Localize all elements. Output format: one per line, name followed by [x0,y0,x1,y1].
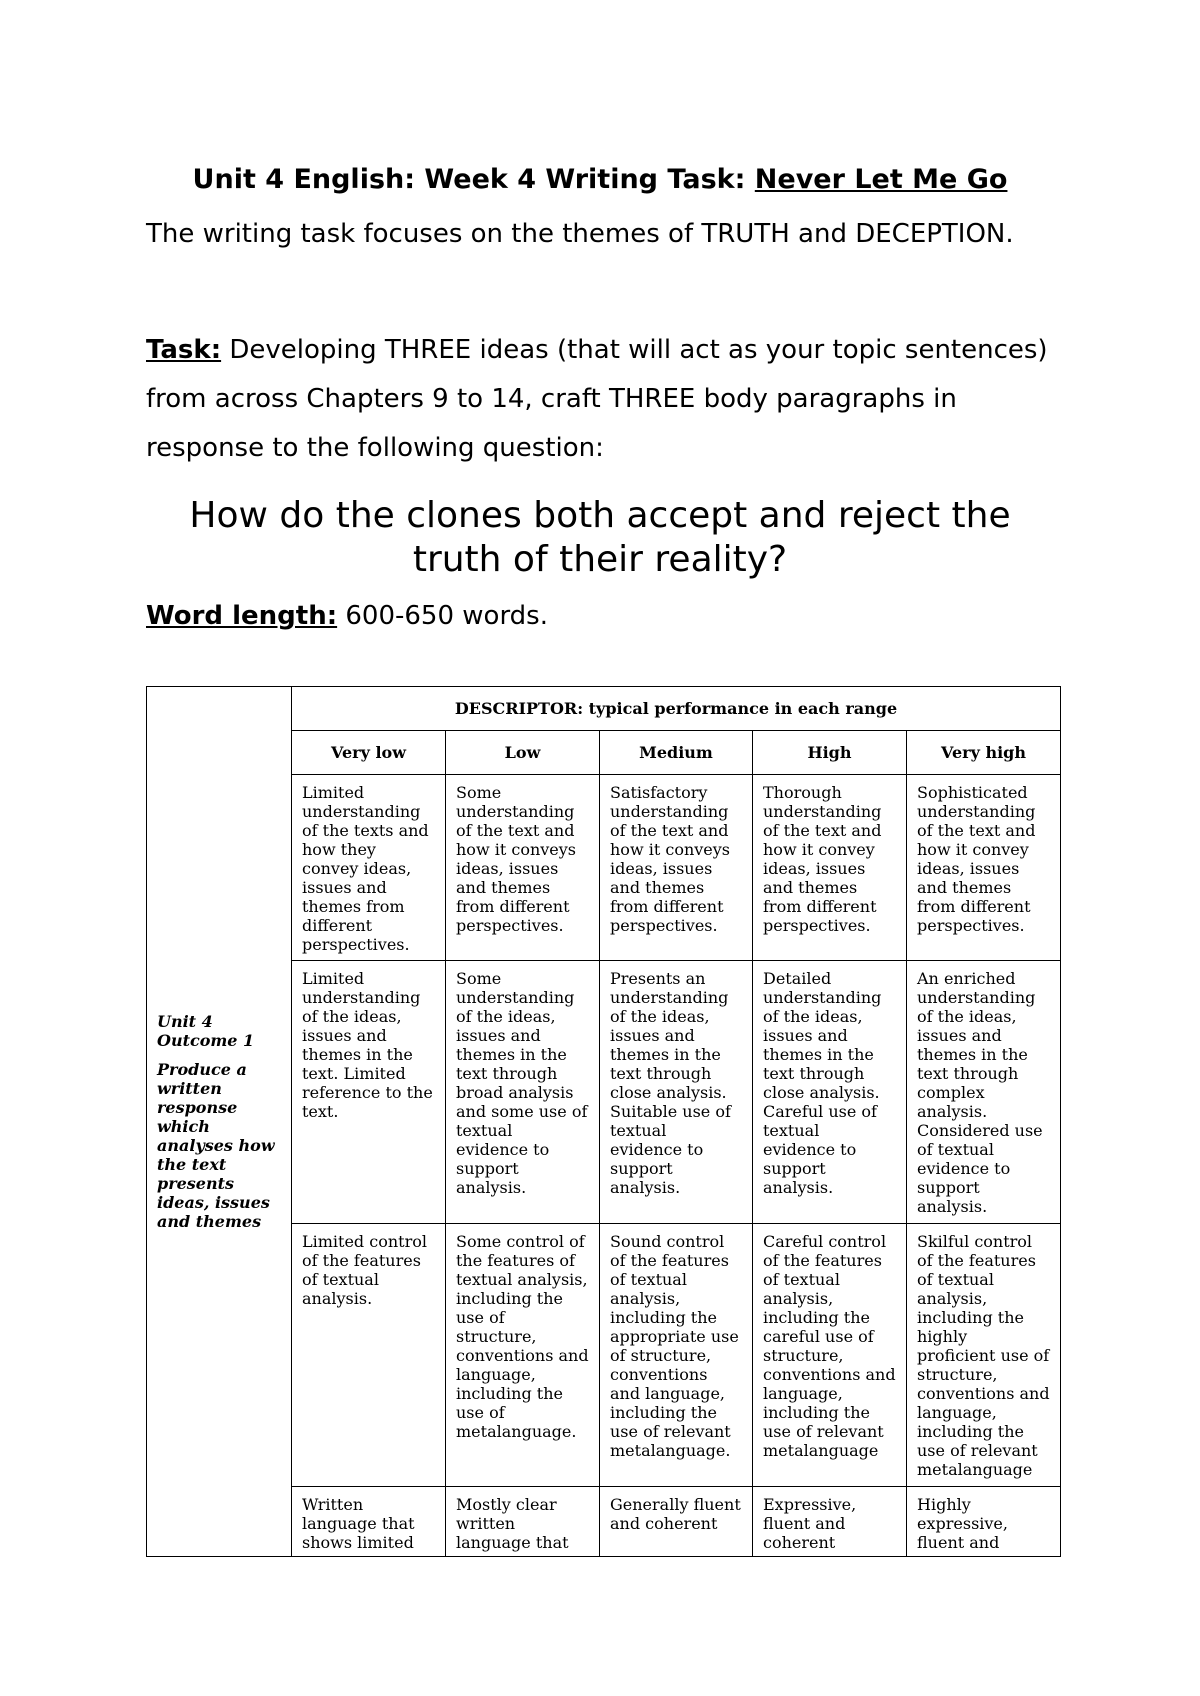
rubric-cell: Presents an understanding of the ideas, issues and themes in the text through close analysis. Suitable use of textual evidence to support analysis. [600,961,753,1224]
level-low: Low [446,731,600,775]
level-high: High [753,731,907,775]
rubric-cell: Careful control of the features of textual analysis, including the careful use of structure, conventions and language, including the use of relevant metalanguage [753,1224,907,1487]
rubric-cell: Sound control of the features of textual analysis, including the appropriate use of structure, conventions and language, including the use of relevant metalanguage. [600,1224,753,1487]
rubric-header-row [147,687,1061,731]
text-title: Never Let Me Go [754,164,1008,195]
rubric-cell: Limited control of the features of textual analysis. [292,1224,446,1487]
rubric-cell: Some control of the features of textual analysis, including the use of structure, conventions and language, including the use of metalanguage. [446,1224,600,1487]
level-medium: Medium [600,731,753,775]
word-length [146,596,1066,636]
rubric-cell: Limited understanding of the texts and how they convey ideas, issues and themes from different perspectives. [292,775,446,961]
level-very-low: Very low [292,731,446,775]
word-length-label: Word length: [146,601,338,631]
rubric-cell: Thorough understanding of the text and how it convey ideas, issues and themes from different perspectives. [753,775,907,961]
task-text: Developing THREE ideas (that will act as your topic sentences) from across Chapters 9 to 14, craft THREE body paragraphs in response to the following question: [146,335,1048,463]
task-paragraph [146,326,1066,473]
rubric-cell: Generally fluent and coherent [600,1487,753,1557]
outcome-cell [147,687,292,1557]
descriptor-header: DESCRIPTOR: typical performance in each range [292,687,1061,731]
title-prefix: Unit 4 English: Week 4 Writing Task: [192,164,755,195]
rubric-cell: Written language that shows limited [292,1487,446,1557]
rubric-cell: Skilful control of the features of textual analysis, including the highly proficient use of structure, conventions and language, including the use of relevant metalanguage [907,1224,1061,1487]
word-length-value: 600-650 words. [337,601,548,631]
rubric-cell: Highly expressive, fluent and [907,1487,1061,1557]
outcome-title: Unit 4 Outcome 1 [157,1012,255,1050]
rubric-cell: Some understanding of the ideas, issues and themes in the text through broad analysis and some use of textual evidence to support analysis. [446,961,600,1224]
essay-question: How do the clones both accept and reject the truth of their reality? [189,495,1011,580]
assessment-rubric [146,686,1061,1557]
rubric-cell: Sophisticated understanding of the text and how it convey ideas, issues and themes from different perspectives. [907,775,1061,961]
level-very-high: Very high [907,731,1061,775]
task-label: Task: [146,335,222,365]
intro-paragraph: The writing task focuses on the themes of TRUTH and DECEPTION. [146,219,1014,249]
rubric-cell: Detailed understanding of the ideas, issues and themes in the text through close analysis. Careful use of textual evidence to support analysis. [753,961,907,1224]
rubric-cell: Some understanding of the text and how it conveys ideas, issues and themes from different perspectives. [446,775,600,961]
rubric-cell: Limited understanding of the ideas, issues and themes in the text. Limited reference to the text. [292,961,446,1224]
rubric-cell: An enriched understanding of the ideas, issues and themes in the text through complex analysis. Considered use of textual evidence to support analysis. [907,961,1061,1224]
rubric-cell: Expressive, fluent and coherent [753,1487,907,1557]
rubric-cell: Mostly clear written language that [446,1487,600,1557]
outcome-description: Produce a written response which analyses how the text presents ideas, issues and themes [157,1060,275,1231]
rubric-cell: Satisfactory understanding of the text and how it conveys ideas, issues and themes from different perspectives. [600,775,753,961]
page-title [146,160,1054,200]
